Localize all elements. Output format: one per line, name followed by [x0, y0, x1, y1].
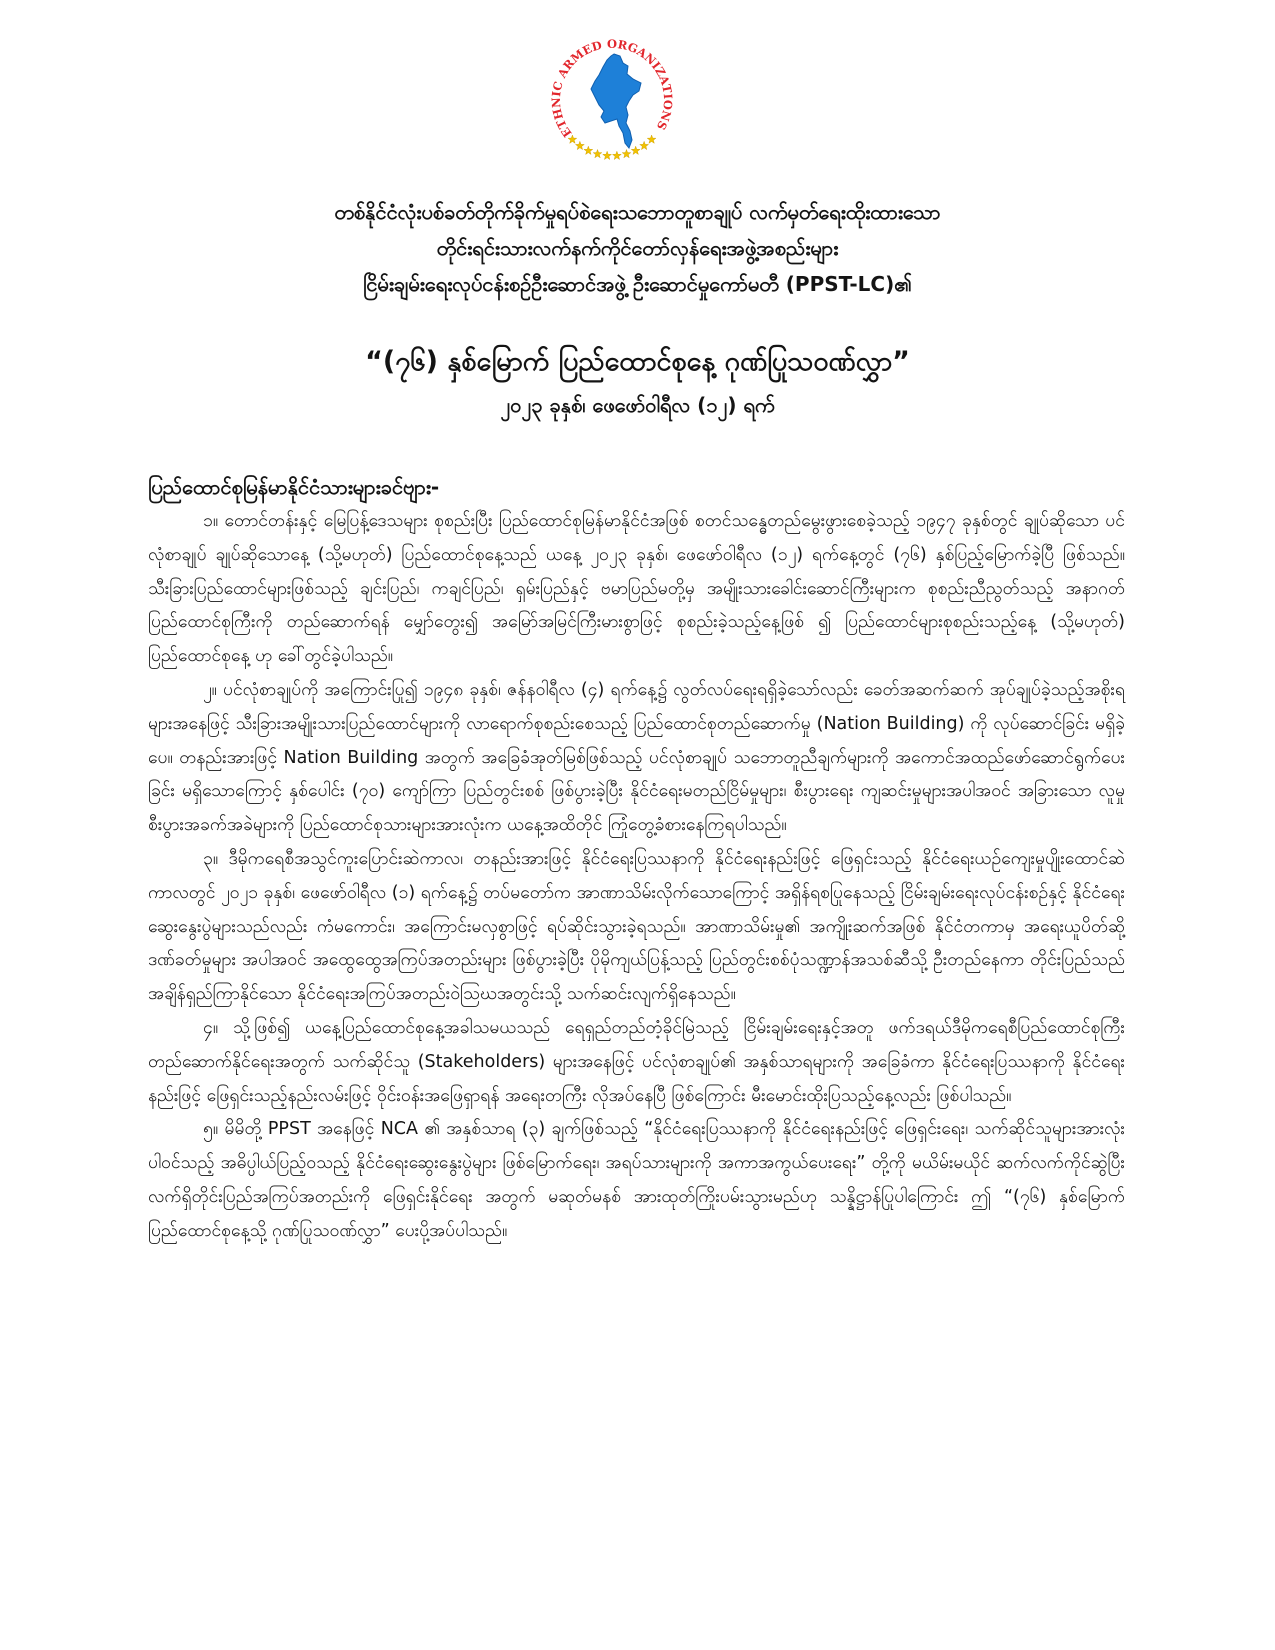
star-icon	[640, 141, 649, 149]
star-icon	[584, 146, 593, 154]
myanmar-map-icon	[591, 54, 641, 148]
ethnic-armed-organizations-logo	[542, 34, 682, 164]
salutation: ပြည်ထောင်စုမြန်မာနိုင်ငံသားများခင်ဗျား-	[148, 475, 440, 499]
issuer-heading-line-1: တစ်နိုင်ငံလုံးပစ်ခတ်တိုက်ခိုက်မှုရပ်စဲရေးသဘောတူစာချုပ် လက်မှတ်ရေးထိုးထားသော	[334, 200, 941, 224]
body-paragraph-3: ၃။ ဒီမိုကရေစီအသွင်ကူးပြောင်းဆဲကာလ၊ တနည်းအားဖြင့် နိုင်ငံရေးပြဿနာကို နိုင်ငံရေးနည်းဖြင့် ဖြေရှင်းသည့် နိုင်ငံရေးယဉ်ကျေးမှုပျိုးထောင်ဆဲကာလတွင် ၂၀၂၁ ခုနှစ်၊ ဖေဖော်ဝါရီလ (၁) ရက်နေ့၌ တပ်မတော်က အာဏာသိမ်းလိုက်သောကြောင့် အရှိန်ရစပြုနေသည့် ငြိမ်းချမ်းရေးလုပ်ငန်းစဉ်နှင့် နိုင်ငံရေးဆွေးနွေးပွဲများသည်လည်း ကံမကောင်း၊ အကြောင်းမလှစွာဖြင့် ရပ်ဆိုင်းသွားခဲ့ရသည်။ အာဏာသိမ်းမှု၏ အကျိုးဆက်အဖြစ် နိုင်ငံတကာမှ အရေးယူပိတ်ဆို့ဒဏ်ခတ်မှုများ အပါအဝင် အထွေထွေအကြပ်အတည်းများ ဖြစ်ပွားခဲ့ပြီး ပိုမိုကျယ်ပြန့်သည့် ပြည်တွင်းစစ်ပုံသဏ္ဍာန်အသစ်ဆီသို့ ဦးတည်နေကာ တိုင်းပြည်သည် အချိန်ရှည်ကြာနိုင်သော နိုင်ငံရေးအကြပ်အတည်းဝဲဩဃအတွင်းသို့ သက်ဆင်းလျက်ရှိနေသည်။	[148, 848, 1126, 1005]
issuer-heading-line-2: တိုင်းရင်းသားလက်နက်ကိုင်တော်လှန်ရေးအဖွဲ့အစည်းများ	[436, 236, 839, 260]
star-icon	[576, 141, 585, 149]
body-paragraph-1: ၁။ တောင်တန်းနှင့် မြေပြန့်ဒေသများ စုစည်းပြီး ပြည်ထောင်စုမြန်မာနိုင်ငံအဖြစ် စတင်သန္ဓေတည်မွေးဖွားစေခဲ့သည့် ၁၉၄၇ ခုနှစ်တွင် ချုပ်ဆိုသော ပင်လုံစာချုပ် ချုပ်ဆိုသောနေ့ (သို့မဟုတ်) ပြည်ထောင်စုနေ့သည် ယနေ့ ၂၀၂၃ ခုနှစ်၊ ဖေဖော်ဝါရီလ (၁၂) ရက်နေ့တွင် (၇၆) နှစ်ပြည့်မြောက်ခဲ့ပြီ ဖြစ်သည်။ သီးခြားပြည်ထောင်များဖြစ်သည့် ချင်းပြည်၊ ကချင်ပြည်၊ ရှမ်းပြည်နှင့် ဗမာပြည်မတို့မှ အမျိုးသားခေါင်းဆောင်ကြီးများက စုစည်းညီညွတ်သည့် အနာဂတ်ပြည်ထောင်စုကြီးကို တည်ဆောက်ရန် မျှော်တွေး၍ အမြော်အမြင်ကြီးမားစွာဖြင့် စုစည်းခဲ့သည့်နေ့ဖြစ် ၍ ပြည်ထောင်များစုစည်းသည့်နေ့ (သို့မဟုတ်) ပြည်ထောင်စုနေ့ ဟု ခေါ်တွင်ခဲ့ပါသည်။	[148, 511, 1125, 667]
star-icon	[631, 146, 640, 154]
issuer-heading-line-3: ငြိမ်းချမ်းရေးလုပ်ငန်းစဉ်ဦးဆောင်အဖွဲ့ ဦးဆောင်မှုကော်မတီ (PPST-LC)၏	[362, 272, 913, 296]
star-icon	[568, 135, 577, 143]
star-icon	[647, 135, 656, 143]
body-paragraph-5: ၅။ မိမိတို့ PPST အနေဖြင့် NCA ၏ အနှစ်သာရ (၃) ချက်ဖြစ်သည့် “နိုင်ငံရေးပြဿနာကို နိုင်ငံရေးနည်းဖြင့် ဖြေရှင်းရေး၊ သက်ဆိုင်သူများအားလုံးပါဝင်သည့် အဓိပ္ပါယ်ပြည့်ဝသည့် နိုင်ငံရေးဆွေးနွေးပွဲများ ဖြစ်မြောက်ရေး၊ အရပ်သားများကို အကာအကွယ်ပေးရေး” တို့ကို မယိမ်းမယိုင် ဆက်လက်ကိုင်ဆွဲပြီး လက်ရှိတိုင်းပြည်အကြပ်အတည်းကို ဖြေရှင်းနိုင်ရေး အတွက် မဆုတ်မနစ် အားထုတ်ကြိုးပမ်းသွားမည်ဟု သန္နိဋ္ဌာန်ပြုပါကြောင်း ဤ “(၇၆) နှစ်မြောက် ပြည်ထောင်စုနေ့သို့ ဂုဏ်ပြုသဝဏ်လွှာ” ပေးပို့အပ်ပါသည်။	[148, 1119, 1125, 1241]
issuer-heading	[100, 194, 1175, 302]
star-icon	[622, 149, 631, 157]
document-title: “(၇၆) နှစ်မြောက် ပြည်ထောင်စုနေ့ ဂုဏ်ပြုသဝဏ်လွှာ”	[365, 346, 910, 377]
star-icon	[613, 151, 622, 159]
star-icon	[603, 151, 612, 159]
logo-stars	[568, 135, 656, 160]
body-paragraph-4: ၄။ သို့ဖြစ်၍ ယနေ့ပြည်ထောင်စုနေ့အခါသမယသည် ရေရှည်တည်တံ့ခိုင်မြဲသည့် ငြိမ်းချမ်းရေးနှင့်အတူ ဖက်ဒရယ်ဒီမိုကရေစီပြည်ထောင်စုကြီး တည်ဆောက်နိုင်ရေးအတွက် သက်ဆိုင်သူ (Stakeholders) များအနေဖြင့် ပင်လုံစာချုပ်၏ အနှစ်သာရများကို အခြေခံကာ နိုင်ငံရေးပြဿနာကို နိုင်ငံရေးနည်းဖြင့် ဖြေရှင်းသည့်နည်းလမ်းဖြင့် ဝိုင်းဝန်းအဖြေရှာရန် အရေးတကြီး လိုအပ်နေပြီ ဖြစ်ကြောင်း မီးမောင်းထိုးပြသည့်နေ့လည်း ဖြစ်ပါသည်။	[148, 1017, 1125, 1106]
body-paragraph-2: ၂။ ပင်လုံစာချုပ်ကို အကြောင်းပြု၍ ၁၉၄၈ ခုနှစ်၊ ဇန်နဝါရီလ (၄) ရက်နေ့၌ လွတ်လပ်ရေးရရှိခဲ့သော်လည်း ခေတ်အဆက်ဆက် အုပ်ချုပ်ခဲ့သည့်အစိုးရ များအနေဖြင့် သီးခြားအမျိုးသားပြည်ထောင်များကို လာရောက်စုစည်းစေသည့် ပြည်ထောင်စုတည်ဆောက်မှု (Nation Building) ကို လုပ်ဆောင်ခြင်း မရှိခဲ့ပေ။ တနည်းအားဖြင့် Nation Building အတွက် အခြေခံအုတ်မြစ်ဖြစ်သည့် ပင်လုံစာချုပ် သဘောတူညီချက်များကို အကောင်အထည်ဖော်ဆောင်ရွက်ပေးခြင်း မရှိသောကြောင့် နှစ်ပေါင်း (၇၀) ကျော်ကြာ ပြည်တွင်းစစ် ဖြစ်ပွားခဲ့ပြီး နိုင်ငံရေးမတည်ငြိမ်မှုများ၊ စီးပွားရေး ကျဆင်းမှုများအပါအဝင် အခြားသော လူမှုစီးပွားအခက်အခဲများကို ပြည်ထောင်စုသားများအားလုံးက ယနေ့အထိတိုင် ကြုံတွေ့ခံစားနေကြရပါသည်။	[148, 679, 1125, 836]
document-body	[148, 505, 1125, 1249]
logo-lettering-path: ETHNIC ARMED ORGANIZATIONS	[548, 36, 676, 140]
document-date: ၂၀၂၃ ခုနှစ်၊ ဖေဖော်ဝါရီလ (၁၂) ရက်	[500, 393, 775, 417]
star-icon	[593, 149, 602, 157]
